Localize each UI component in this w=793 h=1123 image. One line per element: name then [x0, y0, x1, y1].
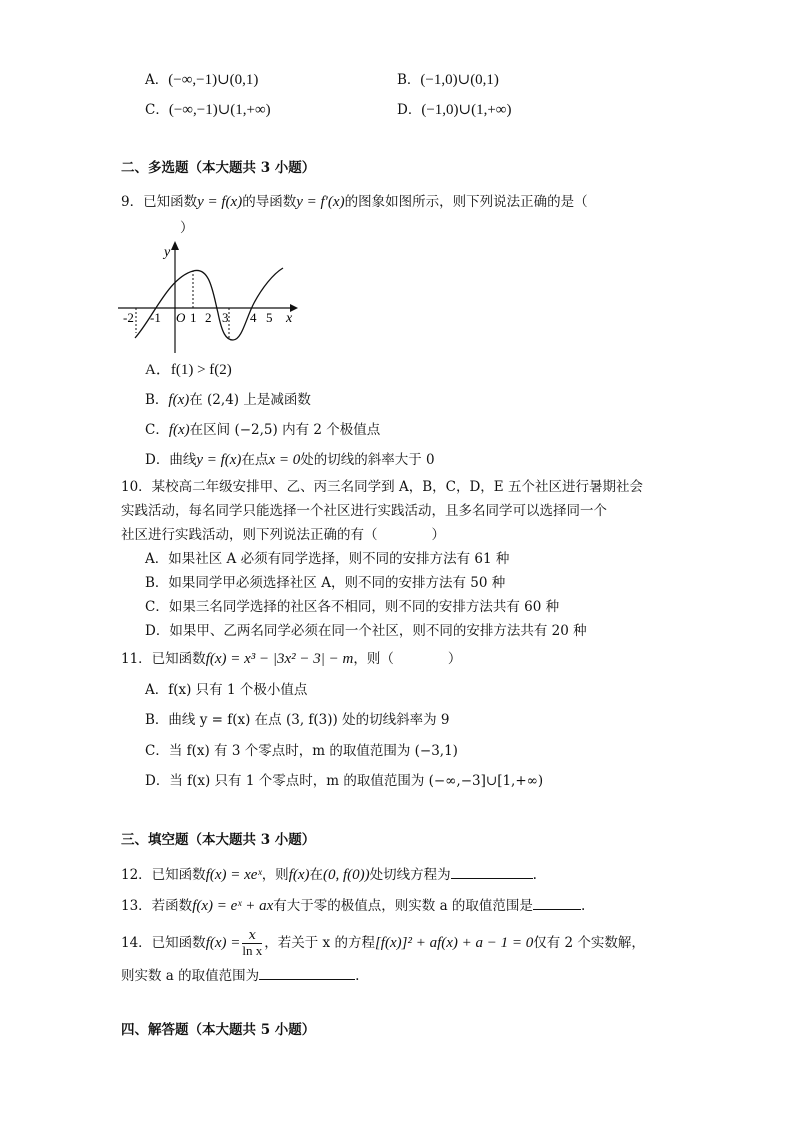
derivative-curve [135, 268, 283, 340]
q14-text: ，若关于 x 的方程 [264, 935, 375, 951]
q11-text: 11．已知函数 [121, 651, 206, 667]
q11-option-a: A．f(x) 只有 1 个极小值点 [145, 682, 308, 698]
q9-stem [121, 192, 588, 212]
q8-option-c [145, 100, 271, 120]
q9-option-a: A．f(1) > f(2) [145, 362, 232, 378]
option-math: f(x) [168, 392, 190, 408]
option-math: (−∞,−1)∪(1,+∞) [168, 102, 271, 118]
q11-option-c: C．当 f(x) 有 3 个零点时，m 的取值范围为 (−3,1) [145, 743, 458, 759]
q12-answer-blank[interactable] [451, 864, 533, 879]
q11-option-d: D．当 f(x) 只有 1 个零点时，m 的取值范围为 (−∞,−3]∪[1,+∞) [145, 773, 544, 789]
q12-text: 在 [309, 867, 324, 883]
q11-option-b: B．曲线 y = f(x) 在点 (3, f(3)) 处的切线斜率为 9 [145, 712, 450, 728]
q13-text: 13．若函数 [121, 898, 193, 914]
fraction-numerator: x [242, 929, 262, 944]
q9-function: y = f(x) [197, 194, 243, 210]
q12-text: 12．已知函数 [121, 867, 206, 883]
q10-option-a: A．如果社区 A 必须有同学选择，则不同的安排方法有 61 种 [145, 551, 510, 567]
q14-text: 14．已知函数 [121, 935, 206, 951]
q13-text: 有大于零的极值点，则实数 a 的取值范围是 [273, 898, 533, 914]
y-axis-arrow [171, 241, 179, 250]
q12-stem [121, 864, 537, 885]
q8-option-b [397, 70, 499, 90]
tick-label: 4 [250, 310, 257, 325]
option-math: f(x) [168, 422, 190, 438]
section-4-title: 四、解答题（本大题共 5 小题） [121, 1022, 316, 1038]
option-text: 在区间 (−2,5) 内有 2 个极值点 [189, 422, 381, 438]
section-2-title: 二、多选题（本大题共 3 小题） [121, 160, 316, 176]
q11-stem [121, 649, 461, 669]
option-text: 处的切线的斜率大于 0 [300, 452, 435, 468]
tick-label: -2 [123, 310, 134, 325]
q14-stem [121, 928, 645, 958]
q14-function: f(x) = [205, 935, 241, 951]
q12-point: (0, f(0)) [323, 867, 370, 883]
q12-text: ，则 [261, 867, 289, 883]
q8-option-d [397, 100, 512, 120]
tick-label: 2 [205, 310, 212, 325]
origin-label: O [176, 310, 186, 325]
q10-line-1: 10．某校高二年级安排甲、乙、丙三名同学到 A，B，C，D，E 五个社区进行暑期社会 [121, 479, 643, 495]
option-text: 在 (2,4) 上是减函数 [189, 392, 311, 408]
q14-text: 仅有 2 个实数解， [533, 935, 645, 951]
q10-line-2: 实践活动，每名同学只能选择一个社区进行实践活动，且多名同学可以选择同一个 [121, 503, 607, 519]
fraction-denominator: ln x [242, 943, 263, 958]
q10-option-b: B．如果同学甲必须选择社区 A，则不同的安排方法有 50 种 [145, 575, 506, 591]
option-math: (−∞,−1)∪(0,1) [168, 72, 259, 88]
q9-option-b [145, 390, 311, 410]
q12-function: f(x) [288, 867, 310, 883]
y-axis-label: y [164, 245, 171, 260]
option-math: x = 0 [268, 452, 301, 468]
q12-text: 处切线方程为 [369, 867, 451, 883]
q13-stem [121, 895, 585, 916]
section-3-title: 三、填空题（本大题共 3 小题） [121, 832, 316, 848]
q12-function: f(x) = xeˣ [205, 867, 262, 883]
q9-option-d [145, 450, 435, 470]
q9-text: 的图象如图所示，则下列说法正确的是（ [344, 194, 588, 210]
q8-option-a [145, 70, 258, 90]
option-math: (−1,0)∪(1,+∞) [421, 102, 512, 118]
q9-option-c [145, 420, 380, 440]
option-label: D．曲线 [145, 452, 197, 468]
q10-option-d: D．如果甲、乙两名同学必须在同一个社区，则不同的安排方法共有 20 种 [145, 623, 587, 639]
q9-text: 已知函数 [143, 194, 198, 210]
q13-function: f(x) = eˣ + ax [192, 898, 274, 914]
q10-line-3: 社区进行实践活动，则下列说法正确的有（ ） [121, 527, 445, 543]
option-math: y = f(x) [196, 452, 242, 468]
option-label: B． [145, 392, 169, 408]
x-axis-label: x [286, 311, 293, 326]
q14-answer-blank[interactable] [259, 965, 355, 980]
q9-derivative: y = f′(x) [296, 194, 345, 210]
option-text: 在点 [241, 452, 269, 468]
tick-label: 1 [190, 310, 197, 325]
tick-label: 3 [222, 310, 229, 325]
derivative-graph [118, 238, 298, 356]
option-label: C． [145, 102, 169, 118]
q14-fraction [242, 929, 262, 958]
q12-text: . [532, 867, 537, 883]
q10-option-c: C．如果三名同学选择的社区各不相同，则不同的安排方法共有 60 种 [145, 599, 560, 615]
q14-line-2 [121, 965, 359, 986]
q9-number: 9． [121, 194, 144, 210]
q13-answer-blank[interactable] [533, 895, 581, 910]
option-label: A． [145, 72, 169, 88]
option-label: C． [145, 422, 169, 438]
option-label: B． [397, 72, 421, 88]
q14-equation: [f(x)]² + af(x) + a − 1 = 0 [374, 935, 534, 951]
tick-label: -1 [150, 310, 161, 325]
q13-text: . [580, 898, 586, 914]
option-math: (−1,0)∪(0,1) [420, 72, 499, 88]
q14-text: . [355, 968, 360, 984]
q9-close-paren: ） [180, 220, 194, 236]
q9-text: 的导函数 [242, 194, 297, 210]
q11-text: ，则（ ） [353, 651, 462, 667]
option-label: D． [397, 102, 422, 118]
q11-function: f(x) = x³ − |3x² − 3| − m [205, 651, 354, 667]
q14-text: 则实数 a 的取值范围为 [121, 968, 260, 984]
tick-label: 5 [266, 310, 273, 325]
